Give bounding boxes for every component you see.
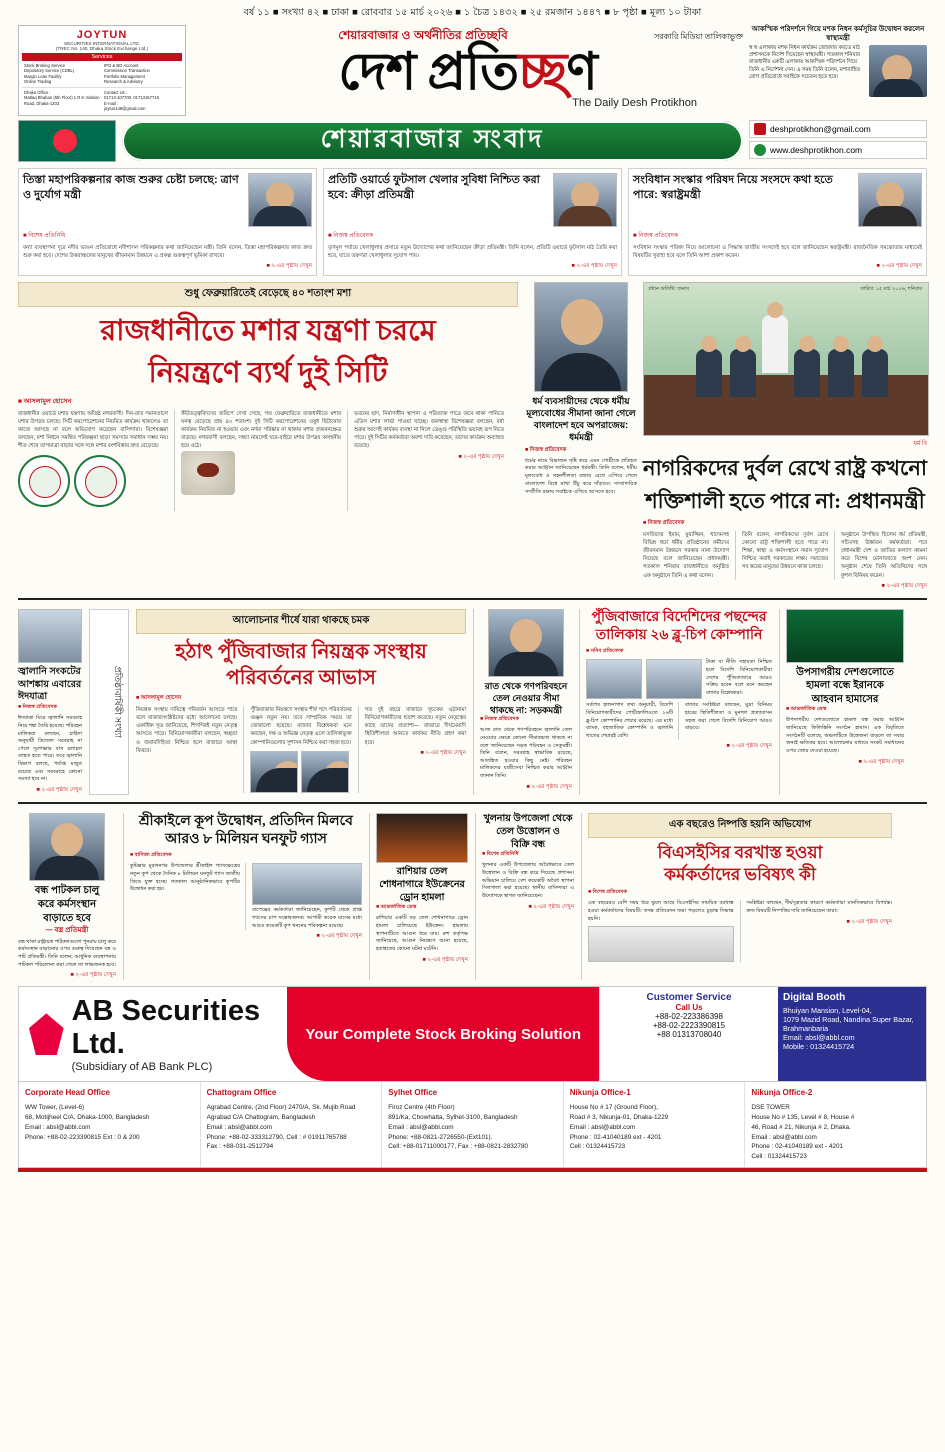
fuel-body: ঈদযাত্রা ঘিরে জ্বালানি সরবরাহ নিয়ে শঙ্কা তৈরি হয়েছে। পরিবহন মালিকরা বলছেন, চাহিদা অনুযায়ী ডিজেল সরবরাহ না পেলে দূরপাল্লার বাস চলাচল ব্যাহত হতে পারে। তবে জ্বালানি বিভাগ বলছে, পর্যাপ্ত মজুত রয়েছে এবং সরবরাহে কোনো সমস্যা হবে না।	[18, 715, 82, 783]
office-line: 46, Road # 21, Nikunja # 2, Dhaka.	[751, 1123, 851, 1131]
regulator-body-columns	[136, 706, 466, 793]
refinery-fire-photo	[376, 813, 468, 863]
bsec-col-1	[588, 900, 734, 962]
website-text: www.deshprotikhon.com	[770, 144, 863, 155]
ad-subsidiary: (Subsidiary of AB Bank PLC)	[71, 1061, 213, 1074]
pm-col-2: তিনি বলেন, নাগরিকদের দুর্বল রেখে কোনো রাষ্ট্র শক্তিশালী হতে পারে না। শিক্ষা, স্বাস্থ্য ও কর্মসংস্থানে সমান সুযোগ নিশ্চিত করাই সরকারের লক্ষ্য। সমাজের সব স্তরের মানুষের উন্নয়নে কাজ চলছে।	[735, 531, 828, 580]
hamas-more-link[interactable]: ■ ২-এর পৃষ্ঠায় দেখুন	[858, 758, 904, 765]
dollar-photo	[646, 659, 702, 699]
joytun-office-label: Dhaka Office :	[24, 90, 51, 95]
bsec-col-1-text: এক বছরেরও বেশি সময় ধরে ঝুলে আছে বিএসইসির সাময়িক বরখাস্ত হওয়া কর্মকর্তাদের বিষয়টি। তদন্ত প্রতিবেদন জমা পড়লেও চূড়ান্ত সিদ্ধান্ত হয়নি।	[588, 900, 734, 922]
lead-col-1	[18, 410, 168, 511]
joytun-contact-text: 01713-107700, 01713157716	[104, 95, 159, 101]
lead-col-3-text: ভবনের ছাদ, নির্মাণাধীন স্থাপনা ও পরিত্যক্ত পাত্রে জমে থাকা পানিতে এডিস মশার লার্ভা পাওয়া যাচ্ছে। জনস্বাস্থ্য বিশেষজ্ঞরা বলছেন, বর্ষা শুরুর আগেই কার্যকর ব্যবস্থা না নিলে ডেঙ্গু পরিস্থিতি ভয়াবহ রূপ নিতে পারে। দুই সিটির কর্মকর্তারা অবশ্য দাবি করেছেন, তাদের কার্যক্রম অব্যাহত রয়েছে।	[354, 410, 504, 450]
side-story-photo	[869, 45, 927, 97]
lead-headline-line1: রাজধানীতে মশার যন্ত্রণা চরমে	[100, 315, 436, 348]
fuel-headline-3: ঈদযাত্রা	[18, 691, 48, 703]
fuel-byline: ■ নিজস্ব প্রতিবেদক	[18, 704, 57, 711]
money-photo	[586, 659, 642, 699]
gas-more-link[interactable]: ■ ২-এর পৃষ্ঠায় দেখুন	[316, 933, 362, 940]
foreign-body-1: টাকা বা নীতি সহায়তা নিশ্চিত হলে বিদেশি বিনিয়োগকারীরা দেশের পুঁজিবাজারে আরও সক্রিয় হবেন বলে মনে করছেন বাজার বিশ্লেষকরা।	[706, 659, 772, 696]
phone-number: +88-02-223386398	[655, 1012, 723, 1022]
masthead	[0, 25, 945, 116]
bsec-logo-photo	[588, 926, 734, 962]
office-line: Firoz Centre (4th Floor)	[388, 1103, 455, 1111]
gas-col-1: কুমিল্লার মুরাদনগর উপজেলার শ্রীকাইল গ্যাসক্ষেত্রের নতুন কূপ থেকে দৈনিক ৮ মিলিয়ন ঘনফুট গ্যাস জাতীয় গ্রিডে যুক্ত হচ্ছে। গতকাল আনুষ্ঠানিকভাবে কূপটির উদ্বোধন করা হয়।	[130, 863, 240, 893]
teaser-card[interactable]	[323, 168, 622, 276]
gas-headline-2: আরও ৮ মিলিয়ন ঘনফুট গ্যাস	[165, 832, 327, 848]
bsec-kicker: এক বছরেও নিষ্পত্তি হয়নি অভিযোগ	[588, 813, 892, 838]
masthead-tagline: শেয়ারবাজার ও অর্থনীতির প্রতিচ্ছবি	[338, 28, 508, 42]
lead-col-2-text: কীটতত্ত্ববিদদের জরিপে দেখা গেছে, গত ফেব্রুয়ারিতে রাজধানীতে মশার ঘনত্ব বেড়েছে প্রায় ৪০ শতাংশ। দুই সিটি করপোরেশনের ওষুধ ছিটানোর কার্যক্রম নিয়মিত না হওয়ায় এবং নর্দমা পরিষ্কার না থাকায় মশার প্রজননক্ষেত্র বাড়ছে। নগরবাসী বলছেন, সন্ধ্যা নামলেই ঘরে-বাইরে মশার উপদ্রব অসহনীয় হয়ে ওঠে।	[181, 410, 341, 450]
gas-event-photo	[252, 863, 362, 905]
bsec-story	[581, 813, 892, 980]
office-line: House No # 135, Level # 8, House #	[751, 1113, 855, 1121]
regulator-kicker: আলোচনার শীর্ষে যারা থাকছে চমক	[136, 609, 466, 634]
right-column	[525, 282, 927, 591]
office-line: Agrabad C/A Chattogram, Bangladesh	[206, 1113, 316, 1121]
pm-photo-caption-right: তারিখ: ১৫ মার্চ ২০২৬, শনিবার	[860, 286, 922, 293]
lead-col-3	[347, 410, 504, 511]
teaser-headline: তিস্তা মহাপরিকল্পনার কাজ শুরুর চেষ্টা চলছে: ত্রাণ ও দুর্যোগ মন্ত্রী	[23, 173, 239, 201]
teaser-photo	[553, 173, 617, 227]
regulator-col-2	[243, 706, 351, 793]
joytun-ad-box	[18, 25, 186, 116]
masthead-side-story	[749, 25, 927, 116]
office-line: Fax : +88-031-2512794	[206, 1143, 274, 1151]
ad-slogan: Your Complete Stock Broking Solution	[287, 987, 599, 1081]
office-line: Email : absl@abbl.com	[569, 1123, 636, 1131]
masthead-english-title: The Daily Desh Protikhon	[572, 97, 697, 109]
joytun-brand-sub2: (TREC No. 140, Dhaka Stock Exchange Ltd.)	[55, 46, 149, 51]
bsec-byline: ■ বিশেষ প্রতিবেদক	[588, 889, 627, 896]
dhaka-south-seal-icon	[74, 455, 126, 507]
title-part-a: দেশ প্রতি	[338, 44, 519, 101]
office-list	[18, 1082, 927, 1168]
pm-more-link[interactable]: ■ ২-এর পৃষ্ঠায় দেখুন	[881, 582, 927, 589]
joytun-brand-sub: SECURITIES INTERNATIONAL LTD.	[64, 41, 140, 46]
contact-box	[749, 120, 927, 162]
ab-logo-icon	[29, 1013, 64, 1055]
digital-booth-line: Bhuiyan Mansion, Level-04,	[783, 1006, 872, 1016]
email-text: deshprotikhon@gmail.com	[770, 123, 871, 134]
hamas-emblem-photo	[786, 609, 904, 663]
footer-rule	[18, 1168, 927, 1172]
joytun-address-grid	[22, 87, 182, 112]
regulator-col-3-text: গত দুই বছরে বাজারে সূচকের ওঠানামা বিনিয়োগকারীদের হতাশ করেছে। নতুন নেতৃত্বের কাছে তাদের প্রত্যাশা— বাজারে দীর্ঘমেয়াদি স্থিতিশীলতা আনতে কার্যকর নীতি গ্রহণ করা হবে।	[364, 706, 466, 746]
office-name: Corporate Head Office	[25, 1088, 110, 1098]
joytun-services-grid	[22, 63, 182, 84]
khulna-body: খুলনার একটি উপজেলায় অবৈধভাবে তেল উত্তোলন ও বিক্রি বন্ধ করে দিয়েছে প্রশাসন। অভিযান চালিয়ে বেশ কয়েকটি অবৈধ স্থাপনা সিলগালা করা হয়েছে। স্থানীয় বাসিন্দারা এ উদ্যোগকে স্বাগত জানিয়েছেন।	[482, 862, 574, 900]
anniversary-sidebar: প্রতিষ্ঠাবার্ষিকী সংখ্যা	[89, 609, 129, 795]
foreign-body-2: সর্বশেষ হালনাগাদ তথ্য অনুযায়ী, বিদেশি বিনিয়োগকারীদের পোর্টফোলিওতে ২৬টি ব্লু-চিপ কোম্পানির শেয়ার রয়েছে। এর মধ্যে ব্যাংক, বহুজাতিক কোম্পানি ও জ্বালানি খাতের শেয়ারই বেশি।	[586, 702, 673, 739]
regulator-col-1-text: নিয়ন্ত্রক সংস্থায় দায়িত্বে পরিবর্তন আসতে পারে বলে বাজারসংশ্লিষ্টদের মধ্যে আলোচনা চলছে। একাধিক সূত্র জানিয়েছে, শিগগিরই নতুন নেতৃত্ব আসতে পারে। বিনিয়োগকারীরা বলছেন, স্বচ্ছতা ও জবাবদিহিতা নিশ্চিত হলে বাজারে আস্থা ফিরবে।	[136, 706, 238, 754]
fuel-pump-photo	[18, 609, 82, 663]
jute-headline-1: বন্ধ পাটকল চালু	[34, 885, 100, 897]
teaser-headline: প্রতিটি ওয়ার্ডে ফুটসাল খেলার সুবিধা নিশ্চিত করা হবে: ক্রীড়া প্রতিমন্ত্রী	[328, 173, 540, 201]
service-item: IPO & BO Account	[104, 63, 139, 68]
dhaka-north-seal-icon	[18, 455, 70, 507]
gas-well-story	[123, 813, 362, 980]
khulna-headline-3: বিক্রি বন্ধ	[510, 838, 546, 850]
regulator-col-3	[358, 706, 466, 793]
lead-col-1-text: রাজধানীর ওয়ার্ডে মশার যন্ত্রণায় অতিষ্ঠ নগরবাসী। দিন-রাত সমানতালে মশার উপদ্রব চলছে। সিটি করপোরেশনের নিয়মিত কার্যক্রম থাকলেও তা কাজে আসছে না বলে অভিযোগ করেছেন বাসিন্দারা। বিশেষজ্ঞরা বলছেন, মশা নিধনে সমন্বিত পরিকল্পনা ছাড়া সমস্যার সমাধান সম্ভব নয়। শীত শেষে তাপমাত্রা বাড়ার সঙ্গে সঙ্গে মশার বংশবিস্তার দ্রুত বেড়েছে।	[18, 410, 168, 450]
page-title	[192, 44, 743, 101]
joytun-services-label: Services	[22, 53, 182, 61]
office-line: Phone: +88-02-333312790, Cell : # 01911765788	[206, 1133, 347, 1141]
hamas-headline-1: উপসাগরীয় দেশগুলোতে	[796, 666, 894, 678]
digital-booth-title: Digital Booth	[783, 992, 846, 1004]
official-photo	[250, 751, 298, 793]
regulator-headline-2: পরিবর্তনের আভাস	[226, 666, 376, 689]
jute-headline-3: বাড়াতে হবে	[43, 913, 91, 925]
email-contact[interactable]	[749, 120, 927, 138]
office-line: Phone: +88-0821-2726550-(Ext101).	[388, 1133, 493, 1141]
bangladesh-flag-icon	[18, 120, 116, 162]
city-corporation-logos	[18, 455, 168, 507]
transport-body: আজ রাত থেকে গণপরিবহনে জ্বালানি তেল নেওয়ার ক্ষেত্রে কোনো সীমাবদ্ধতা থাকছে না বলে জানিয়েছেন সড়ক পরিবহন ও সেতুমন্ত্রী। তিনি বলেন, সরবরাহ স্বাভাবিক রয়েছে, আতঙ্কিত হওয়ার কিছু নেই। পরিবহন মালিকদের যাত্রীসেবা নিশ্চিত করার আহ্বান জানান তিনি।	[480, 727, 572, 780]
transport-more-link[interactable]: ■ ২-এর পৃষ্ঠায় দেখুন	[526, 783, 572, 790]
office-line: 68, Motijheel C/A, Dhaka-1000, Bangladesh	[25, 1113, 150, 1121]
teaser-more-link[interactable]: ■ ২-এর পৃষ্ঠায় দেখুন	[876, 263, 922, 270]
lead-col-2	[174, 410, 341, 511]
regulator-col-1	[136, 706, 237, 793]
teaser-byline: ■ বিশেষ প্রতিনিধি	[23, 232, 66, 239]
gas-headline-1: শ্রীকাইলে কূপ উদ্বোধন, প্রতিদিন মিলবে	[139, 814, 353, 830]
office-line: Cell: +88-01711000177, Fax : +88-0821-2832780	[388, 1143, 529, 1151]
textile-minister-photo	[29, 813, 105, 881]
teaser-byline: ■ নিজস্ব প্রতিবেদক	[633, 232, 679, 239]
lead-kicker: শুধু ফেব্রুয়ারিতেই বেড়েছে ৪০ শতাংশ মশা	[18, 282, 518, 307]
customer-service-block	[599, 987, 778, 1081]
pm-col-3: অনুষ্ঠানে উপস্থিত ছিলেন ধর্ম প্রতিমন্ত্রী, সচিবসহ ঊর্ধ্বতন কর্মকর্তারা। পরে প্রধানমন্ত্রী দেশ ও জাতির কল্যাণ কামনা করে বিশেষ মোনাজাতে অংশ নেন। অনুষ্ঠান শেষে তিনি অতিথিদের সঙ্গে কুশল বিনিময় করেন।	[834, 531, 927, 580]
foreign-headline-2: তালিকায় ২৬ ব্লু-চিপ কোম্পানি	[595, 628, 763, 644]
joytun-office-text: Matlaq Bhaban (5th Floor) 1 R.K mission Road, Dhaka-1203	[24, 95, 100, 106]
jute-more-link[interactable]: ■ ২-এর পৃষ্ঠায় দেখুন	[70, 972, 116, 979]
side-story-headline: আকস্মিক পরিদর্শনে গিয়ে মশক নিধন কর্মসূচির উদ্বোধন করলেন স্বাস্থ্যমন্ত্রী	[751, 26, 925, 43]
fuel-headline-2: আশঙ্কায় এবারের	[18, 678, 82, 690]
office-card	[19, 1082, 201, 1167]
lead-story-column	[18, 282, 518, 591]
bottom-advertisement	[0, 980, 945, 1168]
pm-photo-caption-left: প্রধান অতিথি: জনাব	[648, 286, 690, 293]
gas-byline: ■ বাণিজ্য প্রতিবেদক	[130, 852, 172, 859]
office-name: Nikunja Office-1	[569, 1088, 631, 1098]
office-line: Road # 3, Nikunja-01, Dhaka-1229	[569, 1113, 669, 1121]
religion-body: ধর্মের নামে বিভাজন সৃষ্টি করে এমন গোষ্ঠীকে প্রতিহত করার আহ্বান জানিয়েছেন ধর্মমন্ত্রী। তিনি বলেন, ধর্মীয় মূল্যবোধ ও সহনশীলতা বজায় রেখে এগিয়ে গেলে বাংলাদেশ বিশ্বে মাথা উঁচু করে দাঁড়াবে। সাম্প্রদায়িক সম্প্রীতি রক্ষায় সবাইকে এগিয়ে আসতে হবে।	[525, 457, 637, 495]
office-line: Email : absl@abbl.com	[751, 1133, 817, 1141]
religion-headline: ধর্ম ব্যবসায়ীদের থেকে ধর্মীয় মূল্যবোধের সীমানা জানা গেলে বাংলাদেশ হবে অপরাজেয়: ধর্মমন্ত্রী	[526, 396, 636, 443]
middle-band	[0, 605, 945, 795]
service-item: Depository Service (CDBL)	[24, 68, 75, 74]
pm-headline-line2: শক্তিশালী হতে পারে না: প্রধানমন্ত্রী	[645, 489, 925, 514]
refinery-more-link[interactable]: ■ ২-এর পৃষ্ঠায় দেখুন	[422, 956, 468, 963]
khulna-oil-story	[475, 813, 574, 980]
teaser-photo	[248, 173, 312, 227]
service-item: Stock Broking Service	[24, 63, 65, 68]
office-line: Email : absl@abbl.com	[388, 1123, 454, 1131]
teaser-body: তৃণমূল পর্যায়ে খেলাধুলার প্রসারে নতুন উদ্যোগের কথা জানিয়েছেন ক্রীড়া প্রতিমন্ত্রী। তিনি বলেন, প্রতিটি ওয়ার্ডে ফুটসাল মাঠ তৈরি করা হবে, যাতে তরুণরা খেলাধুলার সুযোগ পায়।	[328, 244, 617, 259]
fuel-story	[18, 609, 82, 795]
office-line: Cell : 01324415723	[751, 1153, 807, 1161]
refinery-attack-story	[369, 813, 468, 980]
lower-band	[0, 809, 945, 980]
office-card	[745, 1082, 926, 1167]
bsec-headline-1: বিএসইসির বরখাস্ত হওয়া	[657, 843, 823, 863]
pm-byline: ■ নিজস্ব প্রতিবেদক	[643, 519, 685, 526]
digital-booth-line: Mobile : 01324415724	[783, 1042, 855, 1052]
refinery-byline: ■ আন্তর্জাতিক ডেস্ক	[376, 904, 417, 911]
side-story-body: স্ব স্ব এলাকায় মশক নিধন কার্যক্রম জোরদার করতে মাঠ প্রশাসনকে নির্দেশ দিয়েছেন স্বাস্থ্যমন্ত্রী। গতকাল শনিবার রাজধানীর একটি এলাকায় আকস্মিক পরিদর্শনে গিয়ে তিনি এ নির্দেশনা দেন। এ সময় তিনি বলেন, মশাবাহিত রোগ প্রতিরোধে সবাইকে সচেতন হতে হবে।	[749, 45, 861, 80]
office-line: Phone: +88-02-223390815 Ext : 0 & 200	[25, 1133, 140, 1141]
phone-number: +88 01313708040	[656, 1030, 722, 1040]
teaser-card[interactable]	[628, 168, 927, 276]
jute-body: বন্ধ থাকা রাষ্ট্রায়ত্ত পাটকলগুলো পুনরায় চালু করে কর্মসংস্থান বাড়ানোর ওপর গুরুত্ব দিয়েছেন বস্ত্র ও পাট প্রতিমন্ত্রী। তিনি বলেন, আধুনিক ব্যবস্থাপনায় পাটকল পরিচালনা করা গেলে তা লাভজনক হবে।	[18, 938, 116, 968]
hamas-body: উপসাগরীয় দেশগুলোতে হামলা বন্ধ করার আহ্বান জানিয়েছে ফিলিস্তিনি সংগঠন হামাস। এক বিবৃতিতে সংগঠনটি বলেছে, অঞ্চলটিতে উত্তেজনা বাড়লে তা সবার জন্যই ক্ষতিকর হবে। আলোচনার মাধ্যমে সংকট সমাধানের ওপর জোর দেওয়া হয়েছে।	[786, 717, 904, 754]
service-item: Portfolio Management	[104, 73, 145, 79]
teaser-body: বন্যা ব্যবস্থাপনা দূরে নদীর ভাঙন প্রতিরোধে নদীশাসন পরিকল্পনার কথা জানিয়েছেন মন্ত্রী। তিনি বলেন, তিস্তা মহাপরিকল্পনার কাজ দ্রুত শুরু করা হবে। দেশের উত্তরাঞ্চলের মানুষের জীবনমান উন্নয়নে এ প্রকল্প গুরুত্বপূর্ণ ভূমিকা রাখবে।	[23, 244, 312, 259]
main-content	[0, 276, 945, 591]
refinery-body: রাশিয়ার একটি বড় তেল শোধনাগারে ড্রোন হামলা চালিয়েছে ইউক্রেন। হামলায় স্থাপনাটিতে আগুন ধরে যায়। রুশ কর্তৃপক্ষ জানিয়েছে, আগুন নিয়ন্ত্রণে আনা হয়েছে, হতাহতের কোনো ঘটনা ঘটেনি।	[376, 915, 468, 953]
office-line: Email : absl@abbl.com	[25, 1123, 91, 1131]
office-line: Agrabad Centre, (2nd Floor) 2470/A, Sk. Mujib Road	[206, 1103, 356, 1111]
bsec-headline-2: কর্মকর্তাদের ভবিষ্যৎ কী	[664, 865, 816, 885]
foreign-body-3: বাজার সংশ্লিষ্টরা বলছেন, মুদ্রা বিনিময় হারের স্থিতিশীলতা ও মুনাফা প্রত্যাবাসন সহজ করা গেলে বিদেশি বিনিয়োগ আরও বাড়বে।	[678, 702, 772, 740]
joytun-contact-label: Contact Us :	[104, 90, 128, 95]
refinery-headline-1: রাশিয়ার তেল	[396, 866, 448, 878]
transport-minister-photo	[488, 609, 564, 677]
service-item: Commission Transaction	[104, 68, 150, 74]
digital-booth-block	[778, 987, 926, 1081]
official-photo	[301, 751, 349, 793]
teaser-body: সংবিধান সংস্কার পরিষদ নিয়ে আলোচনা ও সিদ্ধান্ত জাতীয় সংসদেই হবে বলে জানিয়েছেন স্বরাষ্ট্রমন্ত্রী। রাজনৈতিক সমঝোতার মাধ্যমেই বিষয়টির সুরাহা হবে বলে তিনি আশা প্রকাশ করেন।	[633, 244, 922, 259]
call-us-label: Call Us	[675, 1003, 703, 1013]
office-card	[201, 1082, 383, 1167]
digital-booth-line: Brahmanbaria	[783, 1024, 829, 1034]
refinery-headline-2: শোধনাগারে ইউক্রেনের	[379, 878, 465, 890]
teaser-more-link[interactable]: ■ ২-এর পৃষ্ঠায় দেখুন	[266, 263, 312, 270]
office-line: Phone : 02-41040189 ext - 4201	[569, 1133, 662, 1141]
regulator-byline: ■ আসলামুল হোসেন	[136, 694, 182, 701]
foreign-headline-1: পুঁজিবাজারে বিদেশিদের পছন্দের	[591, 609, 767, 625]
jute-mill-story	[18, 813, 116, 980]
pm-badge: ধর্ম বি	[913, 441, 927, 448]
religion-minister-photo	[534, 282, 628, 392]
joytun-email-text: joytun148@gmail.com	[104, 106, 146, 112]
masthead-tagline-right: সরকারি মিডিয়া তালিকাভুক্ত	[654, 32, 743, 41]
issue-info-line: বর্ষ ১১ ■ সংখ্যা ৪২ ■ ঢাকা ■ রোববার ১৫ মার্চ ২০২৬ ■ ১ চৈত্র ১৪৩২ ■ ২৫ রমজান ১৪৪৭ ■ ৮ পৃষ্ঠা ■ মূল্য ১০ টাকা	[243, 7, 702, 18]
joytun-email-label: E-mail :	[104, 100, 119, 106]
fuel-more-link[interactable]: ■ ২-এর পৃষ্ঠায় দেখুন	[36, 787, 82, 794]
lead-byline: ■ আসলামুল হোসেন	[18, 397, 72, 405]
bsec-col-2	[740, 900, 893, 962]
joytun-brand-name: JOYTUN	[76, 29, 128, 41]
khulna-headline-1: খুলনায় উপজেলা থেকে	[483, 813, 573, 825]
khulna-byline: ■ বিশেষ প্রতিনিধি	[482, 851, 519, 858]
lead-more-link[interactable]: ■ ২-এর পৃষ্ঠায় দেখুন	[458, 453, 504, 460]
refinery-headline-3: ড্রোন হামলা	[399, 891, 445, 903]
office-line: 891/Ka, Chowhatta, Sylhet-3100, Bangladesh	[388, 1113, 518, 1121]
service-item: Margin Loan Facility	[24, 73, 62, 79]
gas-col-2: বাপেক্সের কর্মকর্তারা জানিয়েছেন, কূপটি থেকে প্রাপ্ত গ্যাসের চাপ সন্তোষজনক। আগামী কয়েক মাসের মধ্যে আরও কয়েকটি কূপ খননের পরিকল্পনা রয়েছে।	[252, 907, 362, 929]
foreign-investors-story	[579, 609, 772, 795]
teaser-headline: সংবিধান সংস্কার পরিষদ নিয়ে সংসদে কথা হতে পারে: স্বরাষ্ট্রমন্ত্রী	[633, 173, 833, 201]
pm-event-photo	[643, 282, 929, 436]
fuel-headline-1: জ্বালানি সংকটের	[18, 665, 81, 677]
religion-byline: ■ নিজস্ব প্রতিবেদক	[525, 446, 567, 453]
joytun-brand	[22, 29, 182, 51]
pm-headline-line1: নাগরিকদের দুর্বল রেখে রাষ্ট্র কখনো	[643, 456, 927, 481]
jute-byline: — বস্ত্র প্রতিমন্ত্রী	[45, 927, 89, 935]
office-line: Phone : 02-41040189 ext - 4201	[751, 1143, 844, 1151]
ad-company-name: AB Securities Ltd.	[71, 995, 261, 1061]
regulator-story	[136, 609, 466, 795]
transport-headline: রাত থেকে গণপরিবহনে তেল নেওয়ার সীমা থাকছে না: সড়কমন্ত্রী	[484, 680, 568, 716]
globe-icon	[754, 144, 766, 156]
section-divider-2	[18, 802, 927, 804]
regulator-col-2-text: পুঁজিবাজার নিয়ন্ত্রণে সংস্থার শীর্ষ পদে পরিবর্তনের গুঞ্জন নতুন নয়। তবে সাম্প্রতিক সময়ে তা জোরালো হয়েছে। বাজার বিশ্লেষকরা মনে করছেন, দক্ষ ও অভিজ্ঞ নেতৃত্ব এলে তালিকাভুক্ত কোম্পানিগুলোর সুশাসন নিশ্চিত করা সহজ হবে।	[250, 706, 352, 746]
title-part-c: ণ	[566, 44, 597, 101]
office-line: WW Tower, (Level-6)	[25, 1103, 85, 1111]
foreign-more-link[interactable]: ■ ২-এর পৃষ্ঠায় দেখুন	[726, 743, 772, 750]
khulna-more-link[interactable]: ■ ২-এর পৃষ্ঠায় দেখুন	[528, 903, 574, 910]
pm-story	[643, 282, 927, 591]
transport-byline: ■ নিজস্ব প্রতিবেদক	[480, 716, 519, 723]
teaser-photo	[858, 173, 922, 227]
teaser-byline: ■ নিজস্ব প্রতিবেদক	[328, 232, 374, 239]
teaser-row	[0, 162, 945, 276]
teaser-more-link[interactable]: ■ ২-এর পৃষ্ঠায় দেখুন	[571, 263, 617, 270]
regulator-headline-1: হঠাৎ পুঁজিবাজার নিয়ন্ত্রক সংস্থায়	[175, 640, 427, 663]
service-item: Online Trading	[24, 78, 52, 84]
teaser-card[interactable]	[18, 168, 317, 276]
jute-headline-2: করে কর্মসংস্থান	[37, 899, 97, 911]
religion-minister-story	[525, 282, 637, 591]
share-market-banner: শেয়ারবাজার সংবাদ	[122, 121, 743, 161]
pm-col-1: মসজিদের ইমাম, মুয়াজ্জিন, খাদেমসহ বিভিন্ন ধর্মে ধর্মীয় প্রতিষ্ঠানের কর্মীদের জীবনমান উন্নয়নে সরকার নানা উদ্যোগ নিয়েছে বলে জানিয়েছেন প্রধানমন্ত্রী। গতকাল শনিবার রাজধানীতে অনুষ্ঠিত এক অনুষ্ঠানে তিনি এ কথা বলেন।	[643, 531, 729, 579]
hamas-headline-2: হামলা বন্ধে ইরানকে	[806, 680, 884, 692]
mail-icon	[754, 123, 766, 135]
masthead-center	[192, 25, 743, 116]
pm-body-columns	[643, 531, 927, 580]
transport-fuel-story	[473, 609, 572, 795]
office-card	[382, 1082, 564, 1167]
green-banner-row	[0, 116, 945, 162]
office-name: Nikunja Office-2	[751, 1088, 813, 1098]
regulator-more-link[interactable]: ■ ২-এর পৃষ্ঠায় দেখুন	[420, 749, 466, 756]
customer-service-title: Customer Service	[646, 992, 732, 1004]
bsec-col-2-text: সংশ্লিষ্টরা বলছেন, দীর্ঘসূত্রতার কারণে কর্মকর্তারা মানসিকভাবে বিপর্যস্ত। দ্রুত বিষয়টি নিষ্পত্তির দাবি জানিয়েছেন তারা।	[746, 900, 892, 914]
section-divider	[18, 598, 927, 600]
office-line: House No # 17 (Ground Floor),	[569, 1103, 658, 1111]
digital-booth-line: 1079 Mazid Road, Nandina Super Bazar,	[783, 1015, 914, 1025]
hamas-headline-3: আহবান হামাসের	[811, 693, 879, 705]
lead-headline-line2: নিয়ন্ত্রণে ব্যর্থ দুই সিটি	[148, 357, 388, 390]
service-item: Research & Advisory	[104, 78, 143, 84]
mosquito-photo	[181, 451, 235, 495]
hamas-story	[779, 609, 904, 795]
website-contact[interactable]	[749, 141, 927, 159]
office-line: DSE TOWER	[751, 1103, 790, 1111]
hamas-byline: ■ আন্তর্জাতিক ডেস্ক	[786, 706, 827, 713]
office-line: Email : absl@abbl.com	[206, 1123, 273, 1131]
office-name: Chattogram Office	[206, 1088, 277, 1098]
office-name: Sylhet Office	[388, 1088, 438, 1098]
bsec-more-link[interactable]: ■ ২-এর পৃষ্ঠায় দেখুন	[846, 918, 892, 925]
khulna-headline-2: তেল উত্তোলন ও	[496, 825, 560, 837]
phone-number: +88-02-2223390815	[652, 1021, 726, 1031]
digital-booth-line: Email: absl@abbl.com	[783, 1033, 855, 1043]
foreign-byline: ■ সনিব প্রতিবেদক	[586, 648, 624, 655]
office-card	[564, 1082, 746, 1167]
title-part-b: চ্ছ	[518, 44, 567, 101]
office-line: Cell : 01324415723	[569, 1143, 626, 1151]
